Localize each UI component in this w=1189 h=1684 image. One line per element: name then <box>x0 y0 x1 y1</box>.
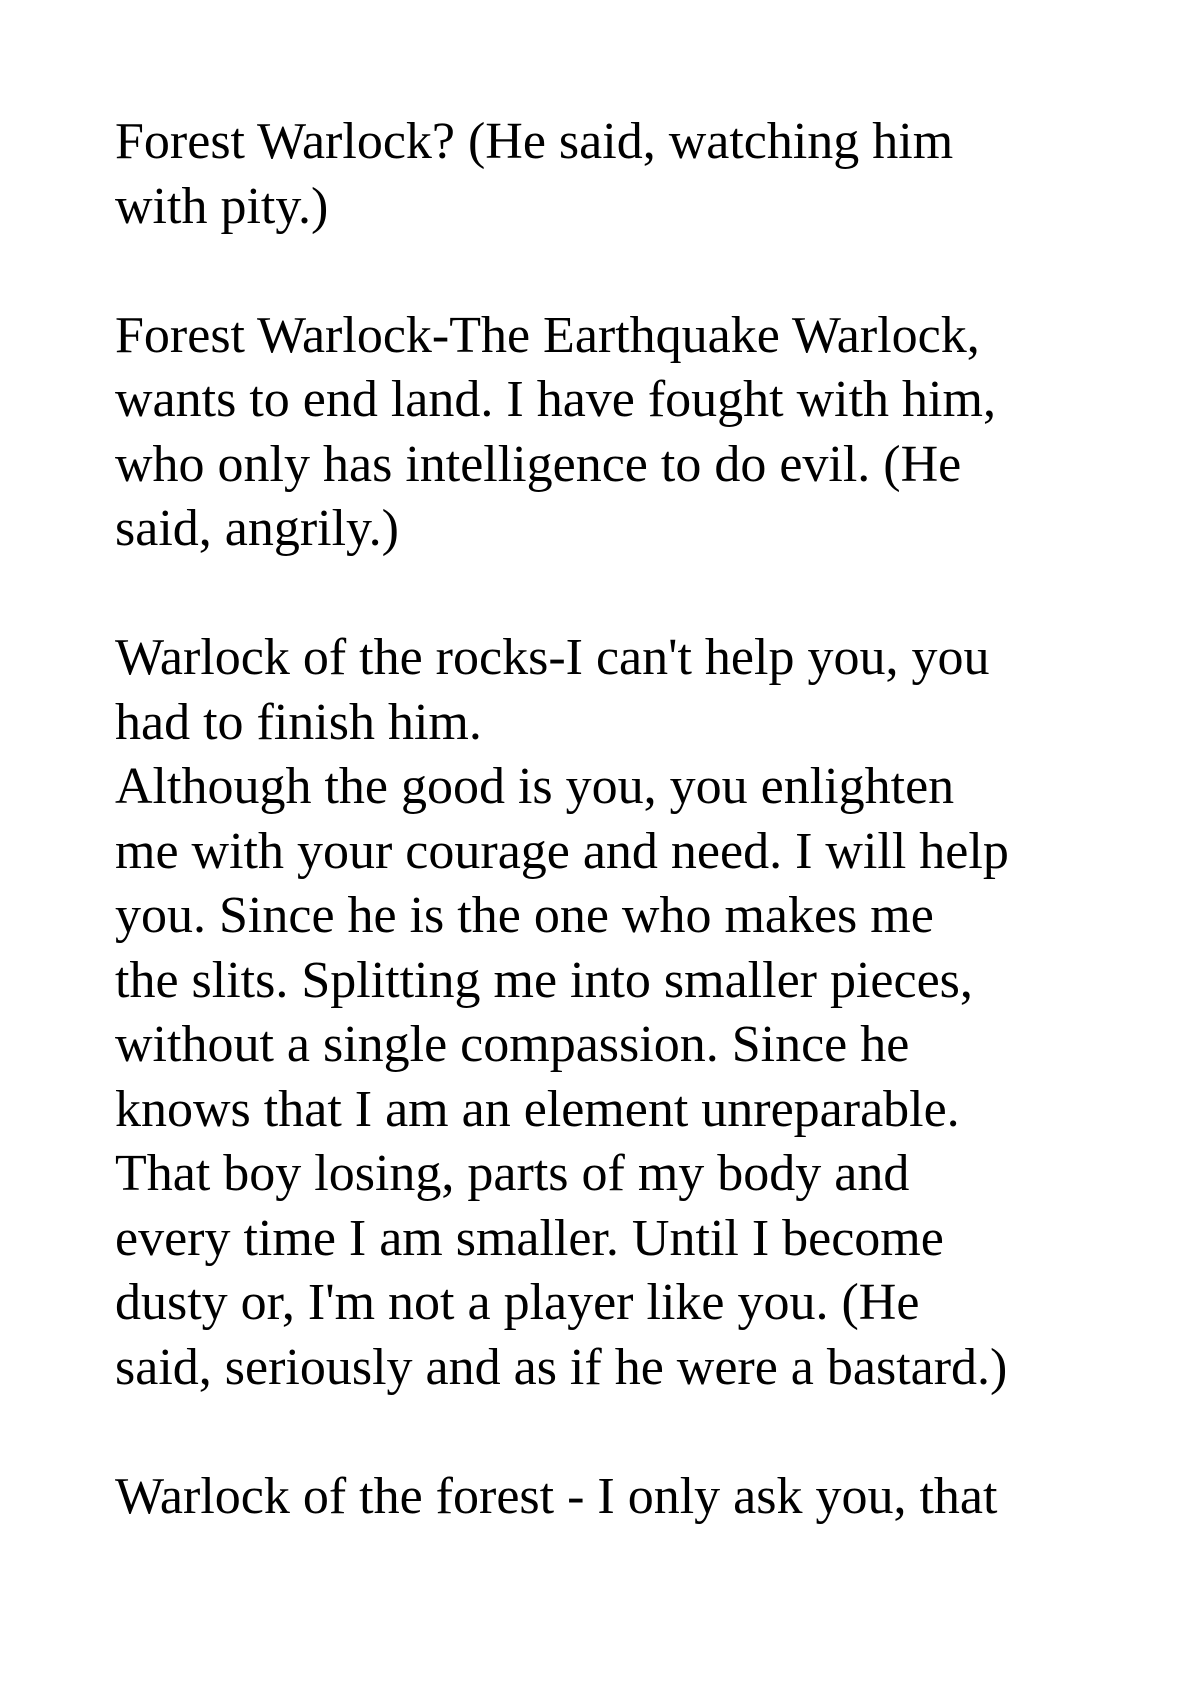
text-line: Forest Warlock-The Earthquake Warlock, <box>115 306 980 364</box>
paragraph-3 <box>115 626 1125 1400</box>
text-line: wants to end land. I have fought with him, <box>115 371 996 428</box>
paragraph-1 <box>115 110 1125 239</box>
text-line: Forest Warlock? (He said, watching him <box>115 113 954 170</box>
text-line: dusty or, I'm not a player like you. (He <box>115 1274 920 1331</box>
text-line: said, seriously and as if he were a bastard.) <box>115 1338 1008 1396</box>
text-line: Warlock of the rocks-I can't help you, you <box>115 629 990 686</box>
paragraph-4 <box>115 1465 1125 1530</box>
text-line: without a single compassion. Since he <box>115 1016 910 1073</box>
text-line: Although the good is you, you enlighten <box>115 758 955 815</box>
text-line: Warlock of the forest - I only ask you, that <box>115 1467 998 1525</box>
text-line: who only has intelligence to do evil. (He <box>115 435 962 493</box>
text-line: you. Since he is the one who makes me <box>115 887 934 944</box>
paragraph-2 <box>115 304 1125 562</box>
document-body <box>115 110 1125 1594</box>
text-line: with pity.) <box>115 177 329 235</box>
text-line: said, angrily.) <box>115 500 399 557</box>
text-line: knows that I am an element unreparable. <box>115 1080 960 1138</box>
text-line: had to finish him. <box>115 693 482 751</box>
text-line: the slits. Splitting me into smaller pieces, <box>115 951 973 1009</box>
text-line: That boy losing, parts of my body and <box>115 1145 910 1202</box>
text-line: me with your courage and need. I will help <box>115 822 1009 880</box>
text-line: every time I am smaller. Until I become <box>115 1209 944 1267</box>
